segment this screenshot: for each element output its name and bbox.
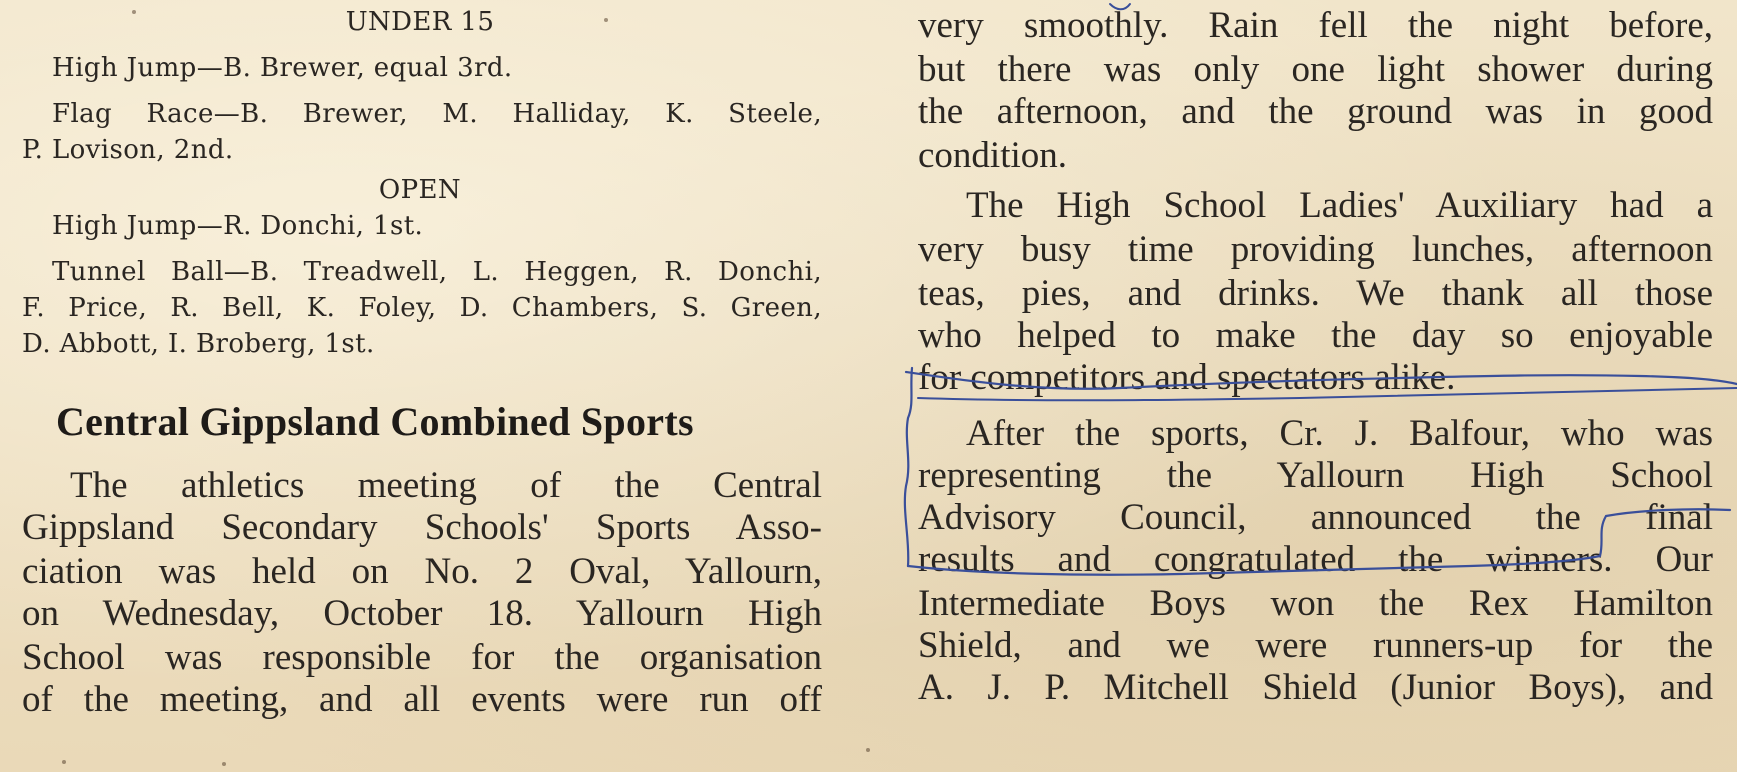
result-continuation: F. Price, R. Bell, K. Foley, D. Chambers, S. Green, [22, 293, 822, 323]
article-line: The High School Ladies' Auxiliary had a [966, 185, 1713, 226]
article-line: of the meeting, and all events were run off [22, 679, 822, 720]
article-line: very busy time providing lunches, afternoon [918, 229, 1713, 270]
results-subhead-under-15: UNDER 15 [345, 7, 495, 37]
article-line: condition. [918, 135, 1068, 176]
paper-speck [222, 762, 226, 766]
article-line: A. J. P. Mitchell Shield (Junior Boys), and [918, 667, 1713, 708]
article-line: The athletics meeting of the Central [70, 465, 822, 506]
paper-speck [62, 760, 66, 764]
article-line: but there was only one light shower during [918, 49, 1713, 90]
result-entry: Tunnel Ball—B. Treadwell, L. Heggen, R. Donchi, [52, 257, 822, 287]
results-subhead-open: OPEN [378, 175, 462, 205]
article-line: School was responsible for the organisation [22, 637, 822, 678]
result-entry: High Jump—B. Brewer, equal 3rd. [52, 53, 513, 83]
result-continuation: D. Abbott, I. Broberg, 1st. [22, 329, 375, 359]
article-line: results and congratulated the winners. Our [918, 539, 1713, 580]
article-line: ciation was held on No. 2 Oval, Yallourn, [22, 551, 822, 592]
article-line: for competitors and spectators alike. [918, 357, 1456, 398]
article-line: the afternoon, and the ground was in good [918, 91, 1713, 132]
article-line: Advisory Council, announced the final [918, 497, 1713, 538]
paper-speck [132, 10, 136, 14]
paper-speck [604, 18, 608, 22]
article-line: who helped to make the day so enjoyable [918, 315, 1713, 356]
result-entry: Flag Race—B. Brewer, M. Halliday, K. Steele, [52, 99, 822, 129]
pen-left-stroke [905, 368, 912, 566]
article-line: on Wednesday, October 18. Yallourn High [22, 593, 822, 634]
article-line: Intermediate Boys won the Rex Hamilton [918, 583, 1713, 624]
article-line: teas, pies, and drinks. We thank all those [918, 273, 1713, 314]
result-continuation: P. Lovison, 2nd. [22, 135, 234, 165]
article-line: Shield, and we were runners-up for the [918, 625, 1713, 666]
article-line: Gippsland Secondary Schools' Sports Asso- [22, 507, 822, 548]
article-heading: Central Gippsland Combined Sports [56, 399, 694, 444]
paper-speck [866, 748, 870, 752]
result-entry: High Jump—R. Donchi, 1st. [52, 211, 424, 241]
article-line: very smoothly. Rain fell the night before, [918, 5, 1713, 46]
article-line: representing the Yallourn High School [918, 455, 1713, 496]
article-line: After the sports, Cr. J. Balfour, who was [966, 413, 1713, 454]
